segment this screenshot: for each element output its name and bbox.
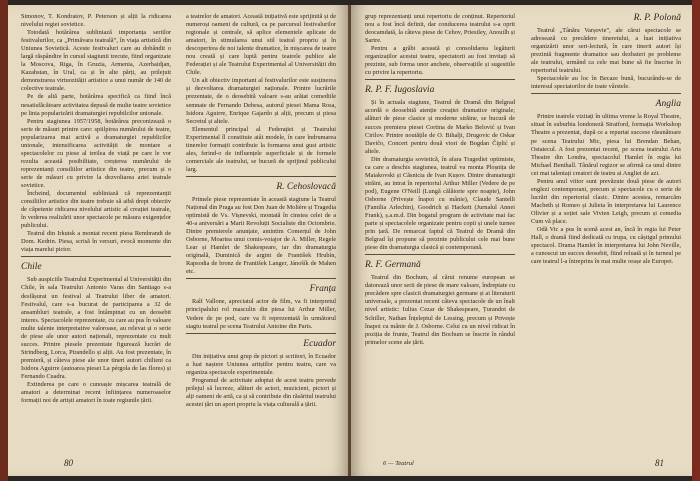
paragraph: Extinderea pe care o cunoaște mișcarea teatrală de amatori a determinat recent înființarea numeroaselor formații noi de artiști amatori în toate regiunile țării.: [21, 381, 171, 405]
left-column-2: [186, 13, 336, 409]
right-page: [351, 5, 692, 476]
book-edge-left: [0, 0, 8, 481]
section-heading-iugoslavia: R. P. F. Iugoslavia: [365, 85, 435, 96]
section-heading-anglia: Anglia: [655, 99, 681, 110]
paragraph: grup reprezentanți unui repertoriu de conținut. Repertoriul nou a fost încă definit, dar conducerea teatrului s-a oprit deocamdată, la câteva piese de Cehov, Priestley, Anouilh și Sartre.: [365, 13, 515, 45]
paragraph: Un alt obiectiv important al festivalurilor este susținerea și dezvoltarea dramaturgiei naționale. Printre lucrările prezentate, de o deosebită valoare s-au arătat comediile semnate de Fernando Debesa, autorul piesei Mama Rosa, Isidora Aguirre, Enrique Gajardo și alții, precum și piesa Secretul și altele.: [186, 77, 336, 125]
paragraph: Odă Vic a pus în scenă acest an, încă în regia lui Peter Hall, o dramă fiind dedicată cu trupa, cu câștigul primului spectacol. Drama Hamlet în interpretarea lui John Neville, a cunoscut un succes deosebit, fiind reluată și în turneul pe care teatrul l-a întreprins în mai multe orașe ale Europei.: [531, 226, 681, 266]
paragraph: Pentru stagiunea 1957/1958, hotărârea preconizează o serie de măsuri printre care: spiilpirea numărului de teatre, popularizarea mai activă a dramaturgiei republicilor unionale, intensificarea activității de montare a spectacolelor cu piese al treilea de viață pe care le vor rezulta această posibilitate, creșterea numărului de reprezentanți consiliilor artistice din teatre, precum și o serie de măsuri cu privire la dezvoltarea artei teatrale sovietice.: [21, 117, 171, 189]
paragraph: Pentru anul viitor sunt prevăzute două piese de autori englezi contemporani, precum și spectacole cu o serie de lucrări din repertoriul clasic. Dintre acestea, remarcăm Macbeth și Romeo și Julieta în interpretarea lui Laurence Olivier și a soției sale Vivien Leigh, precum și comedia Cum vă place.: [531, 177, 681, 225]
paragraph: Pe de altă parte, hotărârea specifică ca fiind încă nesatisfăcătoare activitatea depusă de multe teatre sovietice pe linia popularizării dramaturgiei repubilcilor unionale.: [21, 93, 171, 117]
section-heading-polonia: R. P. Polonă: [633, 13, 681, 23]
paragraph: Totodată hotărârea subliniază importanța seriilor festivalurilor, ca „Primăvara teatrală”, în viața artistică din Uniunea Sovietică. Aceste festivaluri care au dobândit o largă răspândire în cursul stagiunii trecute, fiind organizate la Moscova, Riga, în Gruzia, Armenia, Azerbaidjan, Kazahstan, în Ural, ca și în alte părți, au prilejuit demonstrarea virtuozității artistice a unui număr de 140 de colective teatrale.: [21, 29, 171, 93]
section-rule: [531, 93, 681, 94]
section-rule: [365, 254, 515, 255]
section-heading-franta: Franța: [309, 284, 336, 295]
page-number-right: 81: [655, 458, 664, 468]
section-heading-cehoslovacia: R. Cehoslovacă: [276, 181, 336, 192]
right-column-1: [365, 13, 515, 347]
section-heading-germania: R. F. Germană: [365, 260, 421, 271]
paragraph: Printre teatrele vizitați în ultima vreme la Royal Theatre, situat în suburbia londoneză Stratford, formația Workshop Theatre a prezentat, după ce a repurtat succese răsunătoare pe scena Teatrului Mic, piesa lui Brendan Behan, Ostatecul. A fost prezentat recent, pe scena teatrului Arts Theatre din Londra, spectacolul Hamlet în regia lui Michael Benthall. Tânărul regizor se afirmă ca unul dintre cei mai talentați creatori de teatru ai Angliei de azi.: [531, 113, 681, 177]
section-heading-ecuador: Ecuador: [303, 338, 336, 349]
paragraph: Din inițiativa unui grup de pictori și scriitori, în Ecuador a luat naștere Uniunea artiștilor pentru teatru, care va organiza spectacole experimentale.: [186, 352, 336, 376]
left-page: [8, 5, 349, 476]
paragraph: Și în actuala stagiune, Teatrul de Dramă din Belgrad acordă o deosebită atenție creației dramatice originale; alături de piese clasice și moderne străine, se bucură de succes premiera piesei Cortina de Marko Belović și Ivan Cirilov. Printre noutățile de O. Bihalji, Drugovic de Oskar Davičo, Concert pentru două viori de Bogdan Čiplić și altele.: [365, 99, 515, 155]
section-rule: [186, 333, 336, 334]
paragraph: Teatrul din Bochum, al cărui renume european se datorează unor serii de piese de mare valoare, îndreptate cu precădere spre clasicii dramaturgiei germane și ai literaturii universale, a prezentat recent câteva spectacole de un înalt nivel artistic: Iulius Cezar de Shakespeare, Țurandot de Schiller, Nathan Înțeleptul de Lessing, precum și Privește înapoi cu mânie de J. Osborne. Celui cu un nivel ridicat în poziția de frunte, Teatrul din Bochum se înscrie în rândul primelor scene ale țării.: [365, 274, 515, 346]
section-rule: [365, 79, 515, 80]
paragraph: Spectacolele au loc în Becaze bună, bucurându-se de interesul spectatorilor de toate vârstele.: [531, 75, 681, 91]
paragraph: a teatrelor de amatori. Această inițiativă este sprijinită și de numeroși oameni de cultură, ca pe parcursul festivalurilor regionale și centrale, să aplice elementele aplicate de amatori, în stimularea unui stil teatral propriu și în descoperirea de noi talente dramatice, în mișcarea de teatre nou creată și care luptă pentru teatrele publice ale Federației și ale Teatrului Experimental al Universității din Chile.: [186, 13, 336, 77]
paragraph: Din dramaturgia sovietică, în afara Tragediei optimiste, ca care a deschis stagiunea, teatrul va monta Ploșnița de Maiakovski și Căsnicia de Ivan Kușov. Dintre dramaturgii străini, au intrat în repertoriul Arthur Miller (Vedere de pe pod), Eugene O'Neill (Lungă călătorie spre noapte), John Osborne (Privește înapoi cu mânie), Claude Santelli (Familia Arlechin), Goodrich și Hackett (Jurnalul Annei Frank), ș.a.m.d. Din bogatul program de activitate mai fac parte și spectacolele organizate pentru copii și unele turnee prin țară. De remarcat faptul că Teatrul de Dramă din Belgrad își propune să prezinte publicului cele mai bune piese din dramaturgia clasică și contemporană.: [365, 155, 515, 252]
paragraph: Pentru a grăbi această și consolidarea legăturii organizaților acestui teatru, spectatorii au fost invitați să prezinte, sub forma unor anchete, observațiile și sugestiile cu privire la repertoriu.: [365, 45, 515, 77]
paragraph: Programul de activitate adoptat de acest teatru prevede prilejul să lucreze, alături de actori, muzicieni, pictori și alți oameni de artă, ca și să contribuie din răsăritul teatrului acestei țări un aport propriu la viața culturală a țării.: [186, 376, 336, 408]
section-rule: [186, 176, 336, 177]
page-number-left: 80: [64, 458, 73, 468]
paragraph: Sub auspiciile Teatrului Experimental al Universității din Chile, în sala Teatrului Antonio Varas din Santiago s-a desfășurat un festival al Teatrului liber de amatori. Festivalul, care s-a bucurat de participarea a 32 de ansambluri teatrale, a fost întâmpinat cu un deosebit interes. Spectacolele reprezentate, cu care au pus în valoare multe talente interpretative valoroase, au relevat și o serie de piese ale unor autori naționali, reprezentate cu mult succes. Printre piesele prezentate figurează lucrări de Strindberg, Lorca, Pirandello și alții. Au fost prezentate, în premieră, și câteva piese ale unor tineri autori chilieni ca Isidora Aguirre (autoarea piesei La pérgola de las flores) și Fernando Cuadra.: [21, 276, 171, 380]
paragraph: Elementul principal al Federației și Teatrului Experimental îl constituie atât modele, în care îndrumarea tinerelor formații contribuie la formarea unui gust artistic ales, ferind-o de influențele superficiale și de formele comerciale ale teatrului, se bucură de sprijinul publicului larg.: [186, 125, 336, 173]
right-column-2: [531, 13, 681, 266]
paragraph: Teatrul din Irkutsk a montat recent piesa Rembrandt de Dom. Kedrin. Piesa, scrisă în versuri, evocă momente din viața marelui pictor.: [21, 230, 171, 254]
paragraph: Primele piese reprezentate în această stagiune la Teatrul Național din Praga au fost Don Juan de Molière și Tragedia optimistă de Vs. Vișnevski, montată în cinstea celei de a 40-a aniversări a Marii Revoluții Socialiste din Octombrie. Dintre premierele anunțate, amintim Comerțul de John Osborne, Moartea unui comis-voiajor de A. Miller, Regele Lear și Hamlet de Shakespeare, iar din dramaturgia originală, Duminică de argint de František Hrubín, Rapsodia de bronz de František Langer, Jánošík de Mahen etc.: [186, 195, 336, 276]
section-rule: [21, 256, 171, 257]
paragraph: Simonov, T. Kondratov, P. Peterson și alții la ridicarea nivelului regiei sovietice.: [21, 13, 171, 29]
left-column-1: [21, 13, 171, 405]
section-rule: [186, 278, 336, 279]
book-edge-right: [692, 0, 700, 481]
section-heading-chile: Chile: [21, 262, 42, 273]
paragraph: Încheind, documentul subliniază că reprezentanții consiliilor artistice din teatre trebuie să aibă drept obiectiv de căpetenie ridicarea nivelului artistic al creației teatrale, în vederea realizării unor spectacole pe măsura exigențelor publicului.: [21, 190, 171, 230]
running-footer: 6 — Teatrul: [383, 460, 414, 467]
paragraph: Ralf Vallone, apreciatul actor de film, va fi interpretul principalului rol masculin din piesa lui Arthur Miller, Vedere de pe pod, care va fi reprezentată în următorul stagiu teatral pe scena Teatrului Antoine din Paris.: [186, 298, 336, 330]
paragraph: Teatrul „Tânăra Varșovie”, ale cărui spectacole se adresează cu precădere tineretului, a luat inițiativa organizării unor seri-lectură, în care tinerii autori își prezintă fragmente dramatice sau dezbateri pe probleme ale teatrului, urmând ca cele mai bune să fie înscrise în repertoriul teatrului.: [531, 27, 681, 75]
